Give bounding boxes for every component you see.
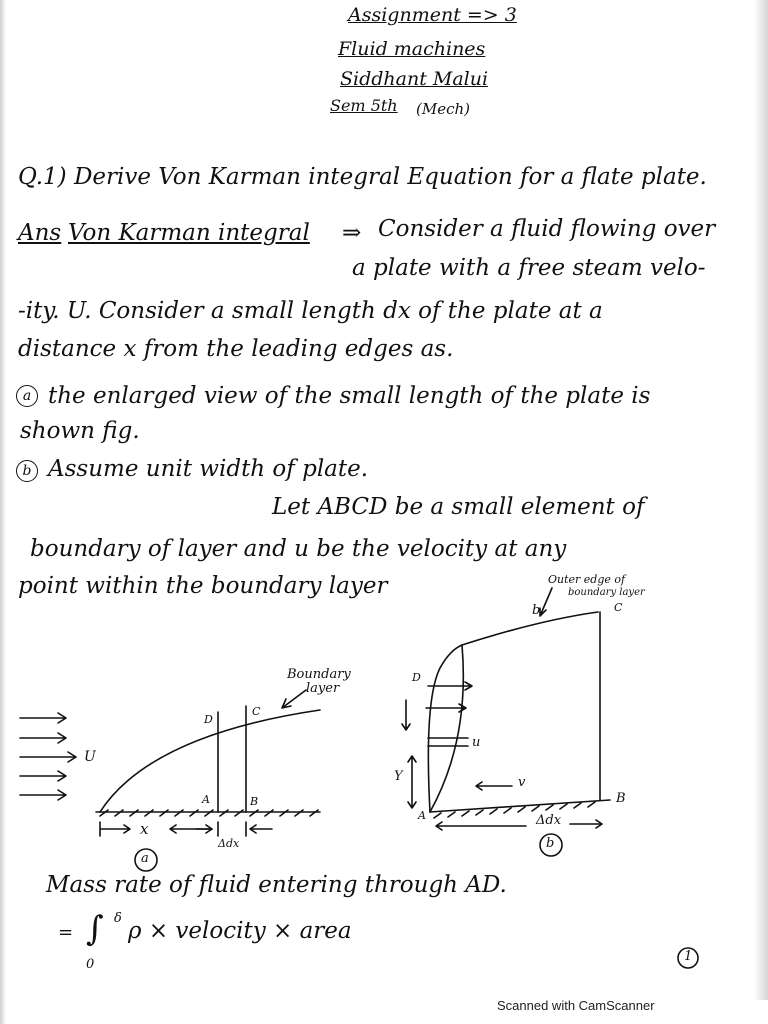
figure-a	[20, 690, 320, 871]
outer-edge-curve	[428, 612, 598, 812]
fig-a-label-a: A	[202, 793, 210, 806]
fig-b-label-u: u	[472, 735, 481, 750]
para-line-2: boundary of layer and u be the velocity at any	[30, 536, 567, 562]
fig-b-label-c: C	[614, 601, 623, 614]
equation-equals: =	[58, 922, 74, 943]
answer-line-2: a plate with a free steam velo-	[352, 255, 706, 281]
plate-hatching	[100, 810, 318, 816]
velocity-arrow-2	[426, 704, 466, 712]
v-arrow	[476, 782, 512, 790]
semester-label: Sem 5th	[330, 96, 398, 115]
fig-b-label-b-top: b	[532, 603, 541, 618]
velocity-profile	[430, 645, 463, 812]
flow-arrow-3	[20, 752, 76, 762]
boundary-pointer-arrow	[282, 690, 306, 708]
dx-dimension	[196, 822, 272, 836]
fig-a-label-b: B	[250, 795, 259, 808]
fig-a-caption: a	[141, 851, 149, 866]
fig-a-boundary-label-1: Boundary	[287, 667, 351, 682]
answer-title: Von Karman integral	[68, 220, 310, 246]
fig-b-label-v: v	[518, 775, 526, 790]
flow-arrow-4	[20, 771, 66, 781]
flow-arrow-2	[20, 733, 66, 743]
equation-upper-limit: δ	[114, 911, 122, 926]
fig-a-label-d: D	[204, 713, 213, 726]
fig-b-label-y: Y	[394, 769, 403, 784]
point-b-text: Assume unit width of plate.	[48, 456, 369, 482]
answer-line-3: -ity. U. Consider a small length dx of the plate at a	[18, 298, 603, 324]
fig-a-label-c: C	[252, 705, 261, 718]
answer-label: Ans	[18, 220, 62, 246]
mass-rate-line: Mass rate of fluid entering through AD.	[46, 872, 507, 898]
point-b-marker: b	[16, 460, 38, 482]
equation-integral: ∫	[86, 909, 104, 949]
answer-arrow: ⇒	[342, 220, 362, 246]
page-number: 1	[684, 949, 693, 964]
subject-heading: Fluid machines	[338, 38, 486, 60]
point-a-line-1: the enlarged view of the small length of the plate is	[48, 383, 651, 409]
equation-lower-limit: 0	[86, 957, 95, 972]
fig-b-label-a: A	[418, 809, 426, 822]
answer-line-1: Consider a fluid flowing over	[378, 216, 716, 242]
question-1: Q.1) Derive Von Karman integral Equation for a flate plate.	[18, 164, 707, 190]
flow-arrow-1	[20, 713, 66, 723]
assignment-heading: Assignment => 3	[348, 4, 517, 26]
branch-label: (Mech)	[416, 100, 471, 118]
delta-arrow	[402, 700, 410, 730]
fig-b-outer-label-1: Outer edge of	[548, 573, 626, 586]
point-a-marker: a	[16, 385, 38, 407]
flow-arrow-5	[20, 790, 66, 800]
student-name: Siddhant Malui	[340, 68, 489, 90]
answer-line-4: distance x from the leading edges as.	[18, 336, 454, 362]
y-dimension	[408, 756, 416, 808]
dx-dimension-b	[436, 820, 602, 830]
fig-b-label-b: B	[616, 791, 626, 806]
fig-a-boundary-label-2: layer	[306, 681, 340, 696]
strip-lines	[428, 738, 468, 746]
fig-b-label-d: D	[412, 671, 421, 684]
point-a-line-2: shown fig.	[20, 418, 140, 444]
camscanner-watermark: Scanned with CamScanner	[497, 998, 655, 1013]
para-line-3: point within the boundary layer	[18, 573, 388, 599]
para-line-1: Let ABCD be a small element of	[272, 494, 645, 520]
fig-b-caption: b	[546, 836, 555, 851]
equation-body: ρ × velocity × area	[128, 918, 352, 944]
fig-a-label-x: x	[140, 820, 149, 838]
fig-a-label-u: U	[84, 749, 96, 765]
fig-b-label-dx: Δdx	[536, 813, 562, 828]
fig-a-label-dx: Δdx	[218, 837, 240, 850]
fig-b-outer-label-2: boundary layer	[568, 587, 645, 598]
outer-edge-pointer	[540, 588, 552, 616]
figure-b	[402, 588, 610, 856]
